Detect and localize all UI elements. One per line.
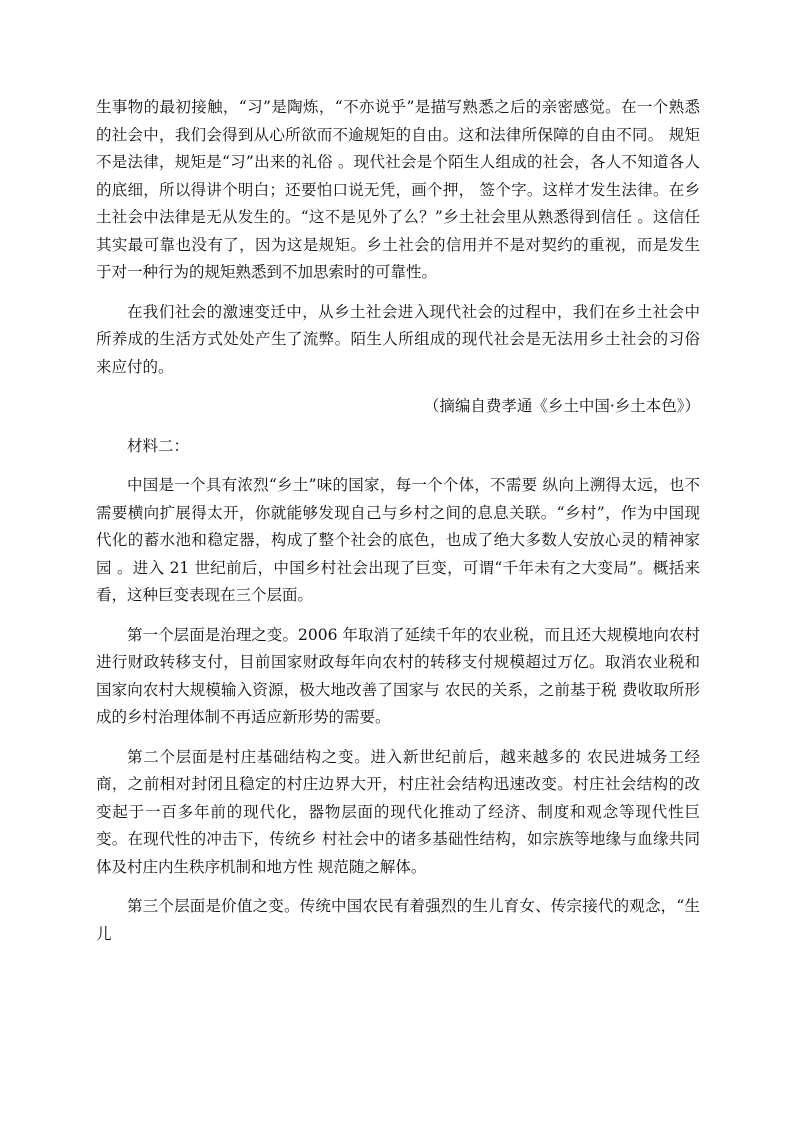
paragraph-continued: 生事物的最初接触，“习”是陶炼，“不亦说乎”是描写熟悉之后的亲密感觉。在一个熟悉的社会中，我们会得到从心所欲而不逾规矩的自由。这和法律所保障的自由不同。 规矩不是法律，规矩是“习”出来的礼俗 。现代社会是个陌生人组成的社会，各人不知道各人的底细，所以得讲个明白；还要怕口说无凭，画个押， 签个字。这样才发生法律。在乡土社会中法律是无从发生的。“这不是见外了么？”乡土社会里从熟悉得到信任 。这信任其实最可靠也没有了，因为这是规矩。乡土社会的信用并不是对契约的重视，而是发生于对一种行为的规矩熟悉到不加思索时的可靠性。 [96, 98, 700, 281]
paragraph: 在我们社会的激速变迁中，从乡土社会进入现代社会的过程中，我们在乡土社会中所养成的生活方式处处产生了流弊。陌生人所组成的现代社会是无法用乡土社会的习俗来应付的。 [96, 302, 700, 376]
paragraph: 第二个层面是村庄基础结构之变。进入新世纪前后，越来越多的 农民进城务工经商，之前相对封闭且稳定的村庄边界大开，村庄社会结构迅速改变。村庄社会结构的改变起于一百多年前的现代化，器物层面的现代化推动了经济、制度和观念等现代性巨变。在现代性的冲击下，传统乡 村社会中的诸多基础性结构，如宗族等地缘与血缘共同体及村庄内生秩序机制和地方性 规范随之解体。 [96, 747, 700, 876]
document-body [96, 94, 700, 960]
section-heading: 材料二： [127, 436, 190, 455]
source-citation: （摘编自费孝通《乡土中国·乡土本色》） [423, 397, 700, 415]
paragraph: 中国是一个具有浓烈“乡土”味的国家，每一个个体，不需要 纵向上溯得太远，也不需要横向扩展得太开，你就能够发现自己与乡村之间的息息关联。“乡村”，作为中国现代化的蓄水池和稳定器，构成了整个社会的底色，也成了绝大多数人安放心灵的精神家园 。进入 21 世纪前后，中国乡村社会出现了巨变，可谓“千年未有之大变局”。概括来看，这种巨变表现在三个层面。 [96, 476, 700, 604]
paragraph: 第一个层面是治理之变。2006 年取消了延续千年的农业税，而且还大规模地向农村进行财政转移支付，目前国家财政每年向农村的转移支付规模超过万亿。取消农业税和国家向农村大规模输入资源，极大地改善了国家与 农民的关系，之前基于税 费收取所形成的乡村治理体制不再适应新形势的需要。 [96, 625, 700, 726]
paragraph: 第三个层面是价值之变。传统中国农民有着强烈的生儿育女、传宗接代的观念，“生儿 [96, 897, 700, 943]
